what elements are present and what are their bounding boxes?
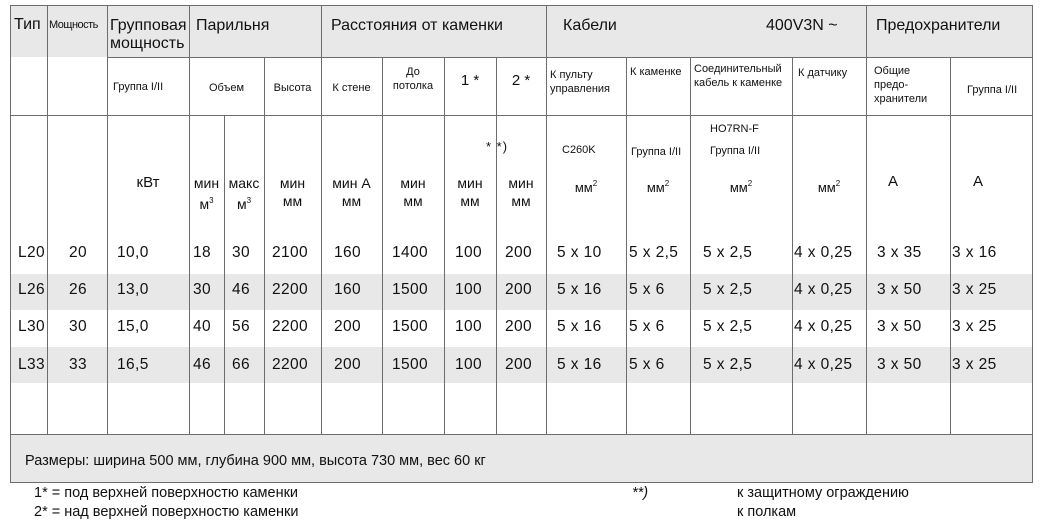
cell-common: 3 x 50 xyxy=(877,356,922,373)
cell-group: 10,0 xyxy=(117,244,149,261)
unit-min: мин xyxy=(400,175,426,191)
unit-mm: мм xyxy=(460,193,480,209)
cell-power: 33 xyxy=(69,356,88,373)
footnote-1: 1* = под верхней поверхностю каменки xyxy=(34,485,299,501)
label-c260k: C260K xyxy=(562,144,596,156)
sub-to-heater: К каменке xyxy=(630,66,682,78)
header-rule xyxy=(107,57,1033,58)
cell-wall: 160 xyxy=(334,244,362,261)
unit-vol-min: мин $м^3$ xyxy=(193,175,220,212)
cell-fgroup: 3 x 25 xyxy=(952,281,997,298)
footnote-3b: к полкам xyxy=(737,504,797,520)
header-cables: Кабели xyxy=(563,17,617,34)
cell-sensor: 4 x 0,25 xyxy=(794,318,853,335)
col-line xyxy=(626,57,627,434)
unit-kw: кВт xyxy=(136,174,160,191)
cell-vol-min: 30 xyxy=(193,281,212,298)
unit-mm: мм xyxy=(403,193,423,209)
cell-tip: L20 xyxy=(18,244,46,261)
col-line xyxy=(496,57,497,434)
col-line xyxy=(866,5,867,434)
label-heater-group: Группа I/II xyxy=(631,146,682,158)
unit-mm2: мм xyxy=(646,180,665,195)
cell-d1: 100 xyxy=(455,281,483,298)
cell-fgroup: 3 x 16 xyxy=(952,244,997,261)
header-power: Мощность xyxy=(49,19,98,31)
dimensions-rule xyxy=(10,434,1033,435)
double-star-mark: * *) xyxy=(486,139,509,154)
sub-to-ceiling: До потолка xyxy=(392,66,434,92)
unit-group-a: A xyxy=(972,173,983,190)
sub-group: Группа I/II xyxy=(113,81,164,93)
unit-m3: м xyxy=(199,196,210,212)
unit-mm2: мм xyxy=(817,180,836,195)
unit-min-a: мин A xyxy=(332,175,371,191)
cell-sensor: 4 x 0,25 xyxy=(794,244,853,261)
cell-vol-min: 46 xyxy=(193,356,212,373)
cell-sensor: 4 x 0,25 xyxy=(794,281,853,298)
cell-height: 2100 xyxy=(272,244,309,261)
cell-wall: 200 xyxy=(334,356,362,373)
unit-sensor-mm2: $мм^2$ xyxy=(817,179,841,195)
cell-conn: 5 x 2,5 xyxy=(703,356,753,373)
sub-fuse-group: Группа I/II xyxy=(967,84,1018,96)
col-line xyxy=(47,5,48,434)
unit-mm2: мм xyxy=(574,180,593,195)
cell-d1: 100 xyxy=(455,356,483,373)
sub-to-sensor: К датчику xyxy=(798,67,848,79)
col-line xyxy=(546,5,547,434)
unit-mm: мм xyxy=(511,193,531,209)
unit-ceiling xyxy=(382,174,444,210)
col-line xyxy=(224,115,225,434)
footnote-2: 2* = над верхней поверхностю каменки xyxy=(34,504,299,520)
footnote-3a: к защитному ограждению xyxy=(737,485,909,501)
unit-mm: мм xyxy=(341,193,362,209)
sub-connecting-cable: Соединительный кабель к каменке xyxy=(694,63,783,89)
sub-one-star: 1 * xyxy=(460,72,480,89)
cell-wall: 200 xyxy=(334,318,362,335)
cell-common: 3 x 35 xyxy=(877,244,922,261)
cell-d2: 200 xyxy=(505,318,533,335)
cell-wall: 160 xyxy=(334,281,362,298)
header-tip: Тип xyxy=(14,16,41,33)
cell-height: 2200 xyxy=(272,281,309,298)
cell-fgroup: 3 x 25 xyxy=(952,318,997,335)
unit-min: мин xyxy=(193,175,220,191)
unit-m3: м xyxy=(236,196,247,212)
cell-power: 30 xyxy=(69,318,88,335)
col-line xyxy=(189,5,190,434)
sub-height: Высота xyxy=(273,82,312,94)
cell-vol-max: 56 xyxy=(232,318,251,335)
unit-heater-mm2: $мм^2$ xyxy=(646,179,670,195)
subheader-rule xyxy=(10,115,1033,116)
col-line xyxy=(444,57,445,434)
cell-power: 20 xyxy=(69,244,88,261)
unit-vol-max: макс $м^3$ xyxy=(228,175,260,212)
cell-conn: 5 x 2,5 xyxy=(703,281,753,298)
unit-panel-mm2: $мм^2$ xyxy=(574,179,598,195)
cell-heater: 5 x 6 xyxy=(629,281,665,298)
cell-ceiling: 1400 xyxy=(392,244,429,261)
unit-height xyxy=(264,174,321,210)
unit-d2 xyxy=(496,174,546,210)
cell-d1: 100 xyxy=(455,244,483,261)
cell-panel: 5 x 16 xyxy=(557,318,602,335)
col-line xyxy=(107,5,108,434)
cell-vol-min: 18 xyxy=(193,244,212,261)
unit-min: мин xyxy=(457,175,483,191)
sub-common-fuses: Общие предо-хранители xyxy=(874,65,928,105)
sub-to-panel: К пульту управления xyxy=(550,69,610,95)
col-line xyxy=(792,57,793,434)
cell-vol-max: 66 xyxy=(232,356,251,373)
header-voltage: 400V3N ~ xyxy=(766,17,838,34)
unit-common-a: A xyxy=(887,173,898,190)
cell-group: 15,0 xyxy=(117,318,149,335)
label-ho7rn: HO7RN-F xyxy=(710,123,759,135)
cell-heater: 5 x 2,5 xyxy=(629,244,679,261)
cell-conn: 5 x 2,5 xyxy=(703,244,753,261)
cell-vol-min: 40 xyxy=(193,318,212,335)
cell-ceiling: 1500 xyxy=(392,356,429,373)
header-group-power: Групповая мощность xyxy=(110,17,187,52)
cell-vol-max: 30 xyxy=(232,244,251,261)
unit-wall xyxy=(321,174,382,210)
col-line xyxy=(690,57,691,434)
cell-group: 13,0 xyxy=(117,281,149,298)
cell-height: 2200 xyxy=(272,356,309,373)
unit-min: мин xyxy=(508,175,534,191)
unit-conn-mm2: $мм^2$ xyxy=(729,179,753,195)
cell-power: 26 xyxy=(69,281,88,298)
unit-d1 xyxy=(444,174,496,210)
cell-d2: 200 xyxy=(505,244,533,261)
cell-common: 3 x 50 xyxy=(877,281,922,298)
cell-common: 3 x 50 xyxy=(877,318,922,335)
unit-max: макс xyxy=(228,175,260,191)
col-line xyxy=(264,57,265,434)
sub-two-star: 2 * xyxy=(511,72,531,89)
label-conn-group: Группа I/II xyxy=(710,145,761,157)
footnote-3-mark: **) xyxy=(632,485,649,501)
cell-d2: 200 xyxy=(505,356,533,373)
cell-conn: 5 x 2,5 xyxy=(703,318,753,335)
unit-min: мин xyxy=(279,175,306,191)
cell-panel: 5 x 16 xyxy=(557,356,602,373)
cell-d1: 100 xyxy=(455,318,483,335)
cell-tip: L26 xyxy=(18,281,46,298)
sub-to-wall: К стене xyxy=(332,82,371,94)
cell-height: 2200 xyxy=(272,318,309,335)
cell-heater: 5 x 6 xyxy=(629,318,665,335)
cell-tip: L30 xyxy=(18,318,46,335)
cell-d2: 200 xyxy=(505,281,533,298)
cell-panel: 5 x 10 xyxy=(557,244,602,261)
col-line xyxy=(382,57,383,434)
col-line xyxy=(321,5,322,434)
cell-vol-max: 46 xyxy=(232,281,251,298)
cell-group: 16,5 xyxy=(117,356,149,373)
unit-mm: мм xyxy=(282,193,303,209)
header-fuses: Предохранители xyxy=(876,17,1001,34)
sub-volume: Объем xyxy=(208,82,245,94)
cell-ceiling: 1500 xyxy=(392,281,429,298)
cell-tip: L33 xyxy=(18,356,46,373)
cell-sensor: 4 x 0,25 xyxy=(794,356,853,373)
header-distances: Расстояния от каменки xyxy=(331,17,503,34)
cell-panel: 5 x 16 xyxy=(557,281,602,298)
header-sauna: Парильня xyxy=(196,17,270,34)
cell-heater: 5 x 6 xyxy=(629,356,665,373)
unit-mm2: мм xyxy=(729,180,748,195)
cell-ceiling: 1500 xyxy=(392,318,429,335)
cell-fgroup: 3 x 25 xyxy=(952,356,997,373)
col-line xyxy=(950,57,951,434)
dimensions-text: Размеры: ширина 500 мм, глубина 900 мм, высота 730 мм, вес 60 кг xyxy=(25,453,486,469)
